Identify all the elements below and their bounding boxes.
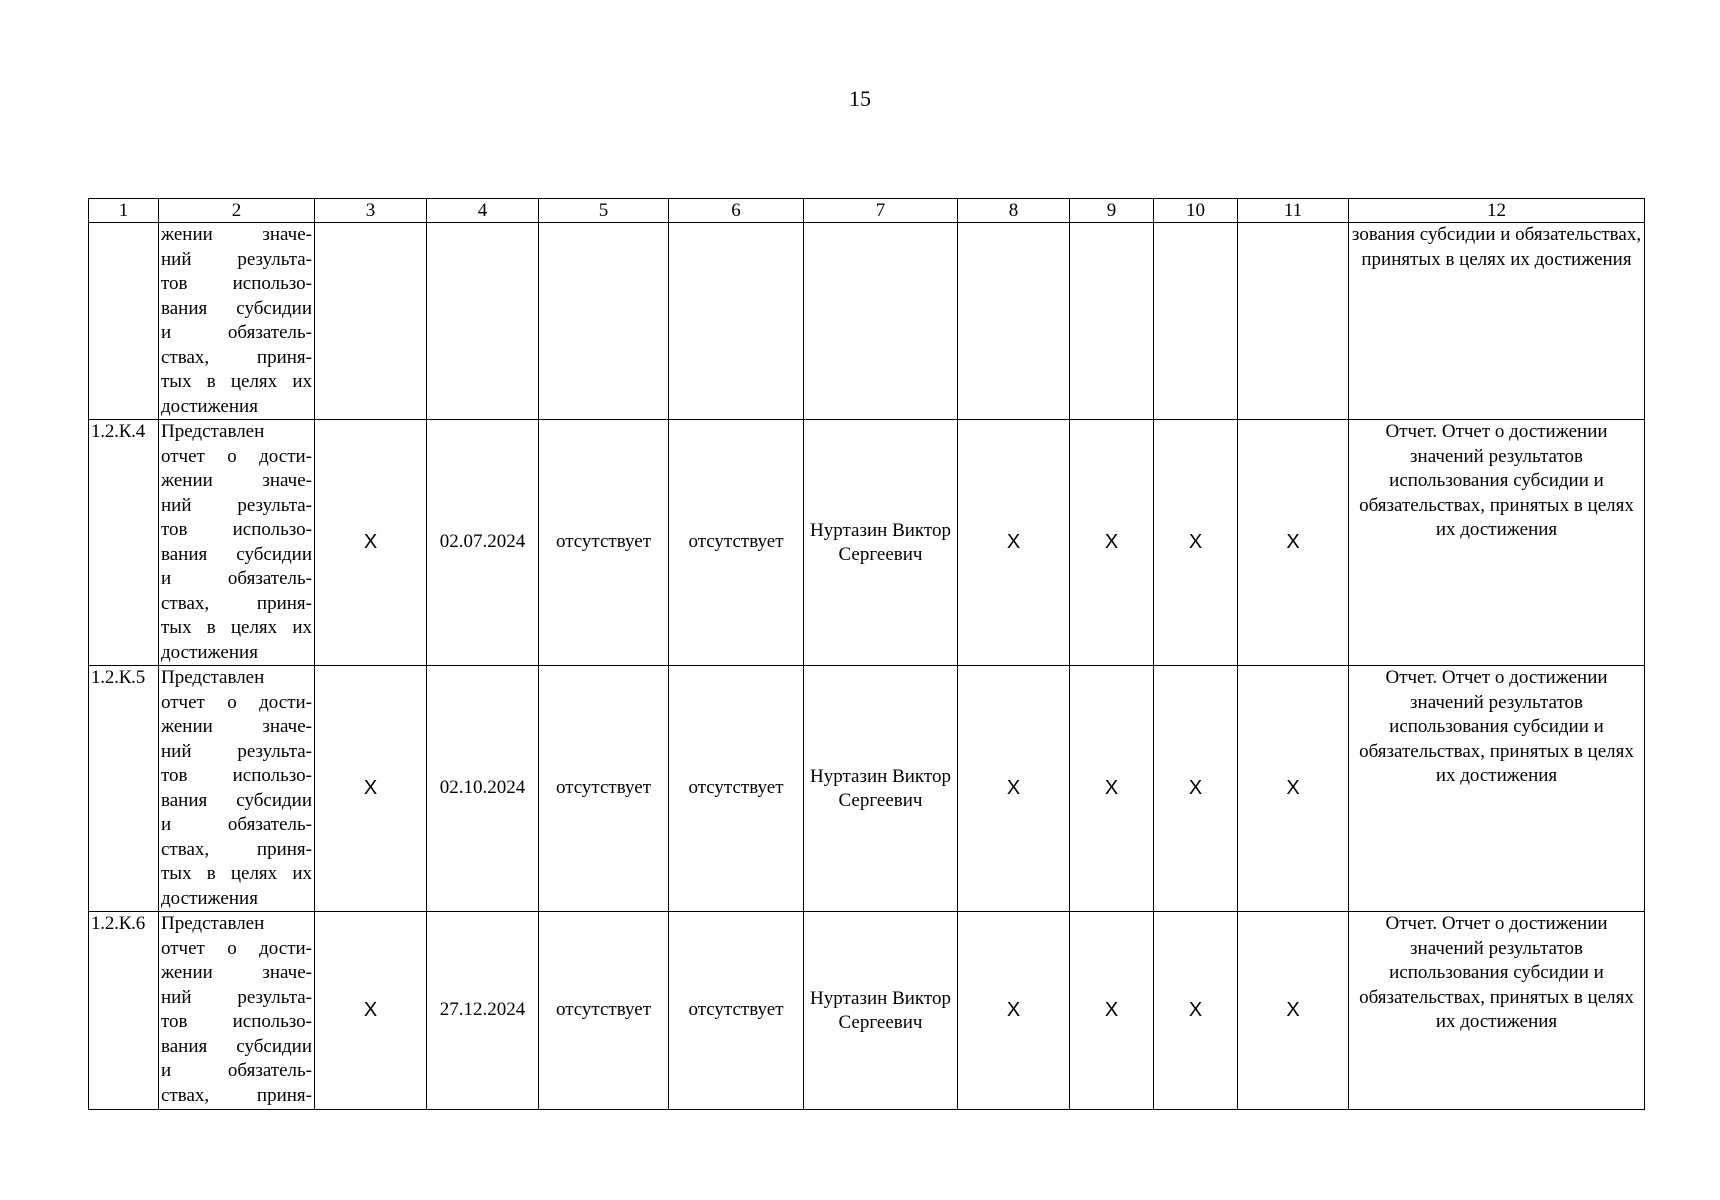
description-line: отчет о дости- (161, 691, 312, 713)
x-mark-cell: X (1070, 912, 1154, 1110)
table-row (89, 912, 1645, 1110)
description-line: тов использо- (161, 519, 312, 540)
column-header: 9 (1070, 199, 1154, 223)
status-cell: отсутствует (669, 420, 804, 666)
column-header: 4 (427, 199, 539, 223)
x-mark-cell: X (1154, 666, 1238, 912)
description-line: тых в целях их (161, 371, 312, 392)
row-number-cell (89, 223, 159, 420)
x-mark-cell: X (958, 912, 1070, 1110)
x-mark-cell: X (315, 666, 427, 912)
description-line: вания субсидии (161, 543, 312, 565)
empty-cell (1238, 223, 1349, 420)
description-line: и обязатель- (161, 322, 312, 343)
description-line: ствах, приня- (161, 346, 312, 368)
page-number: 15 (849, 86, 871, 111)
status-cell: отсутствует (669, 666, 804, 912)
column-header: 5 (539, 199, 669, 223)
description-line: Представлен (161, 421, 265, 442)
description-cell (159, 666, 315, 912)
table-row (89, 666, 1645, 912)
description-line: тов использо- (161, 765, 312, 786)
description-line: достижения (161, 641, 258, 663)
status-cell: отсутствует (539, 912, 669, 1110)
status-cell: отсутствует (669, 912, 804, 1110)
description-line: отчет о дости- (161, 937, 312, 959)
x-mark-cell: X (315, 912, 427, 1110)
x-mark-cell: X (1070, 420, 1154, 666)
row-number-cell: 1.2.К.4 (89, 420, 159, 666)
description-line: тых в целях их (161, 863, 312, 884)
x-mark-cell: X (1154, 912, 1238, 1110)
column-header: 7 (804, 199, 958, 223)
description-line: вания субсидии (161, 789, 312, 811)
description-line: и обязатель- (161, 814, 312, 835)
status-cell: отсутствует (539, 666, 669, 912)
data-table (88, 198, 1645, 1110)
row-number-cell: 1.2.К.6 (89, 912, 159, 1110)
description-line: ний результа- (161, 986, 312, 1008)
description-line: жении значе- (161, 716, 312, 737)
date-cell: 02.07.2024 (427, 420, 539, 666)
description-line: вания субсидии (161, 1035, 312, 1057)
description-cell (159, 912, 315, 1110)
column-header: 10 (1154, 199, 1238, 223)
date-cell: 27.12.2024 (427, 912, 539, 1110)
empty-cell (1154, 223, 1238, 420)
description-line: достижения (161, 887, 258, 909)
report-note-cell: Отчет. Отчет о достижении значений результатов использования субсидии и обязательствах, принятых в целях их достижения (1349, 420, 1645, 666)
report-note-cell: Отчет. Отчет о достижении значений результатов использования субсидии и обязательствах, принятых в целях их достижения (1349, 912, 1645, 1110)
header-row (89, 199, 1645, 223)
description-line: отчет о дости- (161, 445, 312, 467)
column-header: 6 (669, 199, 804, 223)
x-mark-cell: X (1154, 420, 1238, 666)
description-line: жении значе- (161, 962, 312, 983)
description-line: тых в целях их (161, 617, 312, 638)
description-line: жении значе- (161, 470, 312, 491)
description-cell (159, 223, 315, 420)
column-header: 2 (159, 199, 315, 223)
responsible-person-cell: Нуртазин Виктор Сергеевич (804, 912, 958, 1110)
table-row (89, 223, 1645, 420)
empty-cell (958, 223, 1070, 420)
description-line: и обязатель- (161, 568, 312, 589)
description-line: достижения (161, 395, 258, 417)
description-line: ствах, приня- (161, 1084, 312, 1106)
table-row (89, 420, 1645, 666)
empty-cell (1070, 223, 1154, 420)
empty-cell (315, 223, 427, 420)
description-line: Представлен (161, 913, 265, 934)
report-note-cell: Отчет. Отчет о достижении значений результатов использования субсидии и обязательствах, принятых в целях их достижения (1349, 666, 1645, 912)
status-cell: отсутствует (539, 420, 669, 666)
description-line: ний результа- (161, 740, 312, 762)
responsible-person-cell: Нуртазин Виктор Сергеевич (804, 666, 958, 912)
x-mark-cell: X (958, 420, 1070, 666)
description-cell (159, 420, 315, 666)
description-line: тов использо- (161, 273, 312, 294)
column-header: 11 (1238, 199, 1349, 223)
responsible-person-cell: Нуртазин Виктор Сергеевич (804, 420, 958, 666)
description-line: и обязатель- (161, 1060, 312, 1081)
description-line: ствах, приня- (161, 838, 312, 860)
x-mark-cell: X (1238, 420, 1349, 666)
x-mark-cell: X (1238, 912, 1349, 1110)
empty-cell (427, 223, 539, 420)
empty-cell (804, 223, 958, 420)
description-line: тов использо- (161, 1011, 312, 1032)
empty-cell (539, 223, 669, 420)
x-mark-cell: X (1070, 666, 1154, 912)
x-mark-cell: X (958, 666, 1070, 912)
description-line: ствах, приня- (161, 592, 312, 614)
column-header: 12 (1349, 199, 1645, 223)
description-line: жении значе- (161, 224, 312, 245)
description-line: Представлен (161, 667, 265, 688)
description-line: ний результа- (161, 248, 312, 270)
column-header: 3 (315, 199, 427, 223)
description-line: вания субсидии (161, 297, 312, 319)
description-line: ний результа- (161, 494, 312, 516)
report-note-cell: зования субсидии и обязательствах, принятых в целях их достижения (1349, 223, 1645, 420)
x-mark-cell: X (315, 420, 427, 666)
row-number-cell: 1.2.К.5 (89, 666, 159, 912)
column-header: 8 (958, 199, 1070, 223)
column-header: 1 (89, 199, 159, 223)
x-mark-cell: X (1238, 666, 1349, 912)
empty-cell (669, 223, 804, 420)
date-cell: 02.10.2024 (427, 666, 539, 912)
